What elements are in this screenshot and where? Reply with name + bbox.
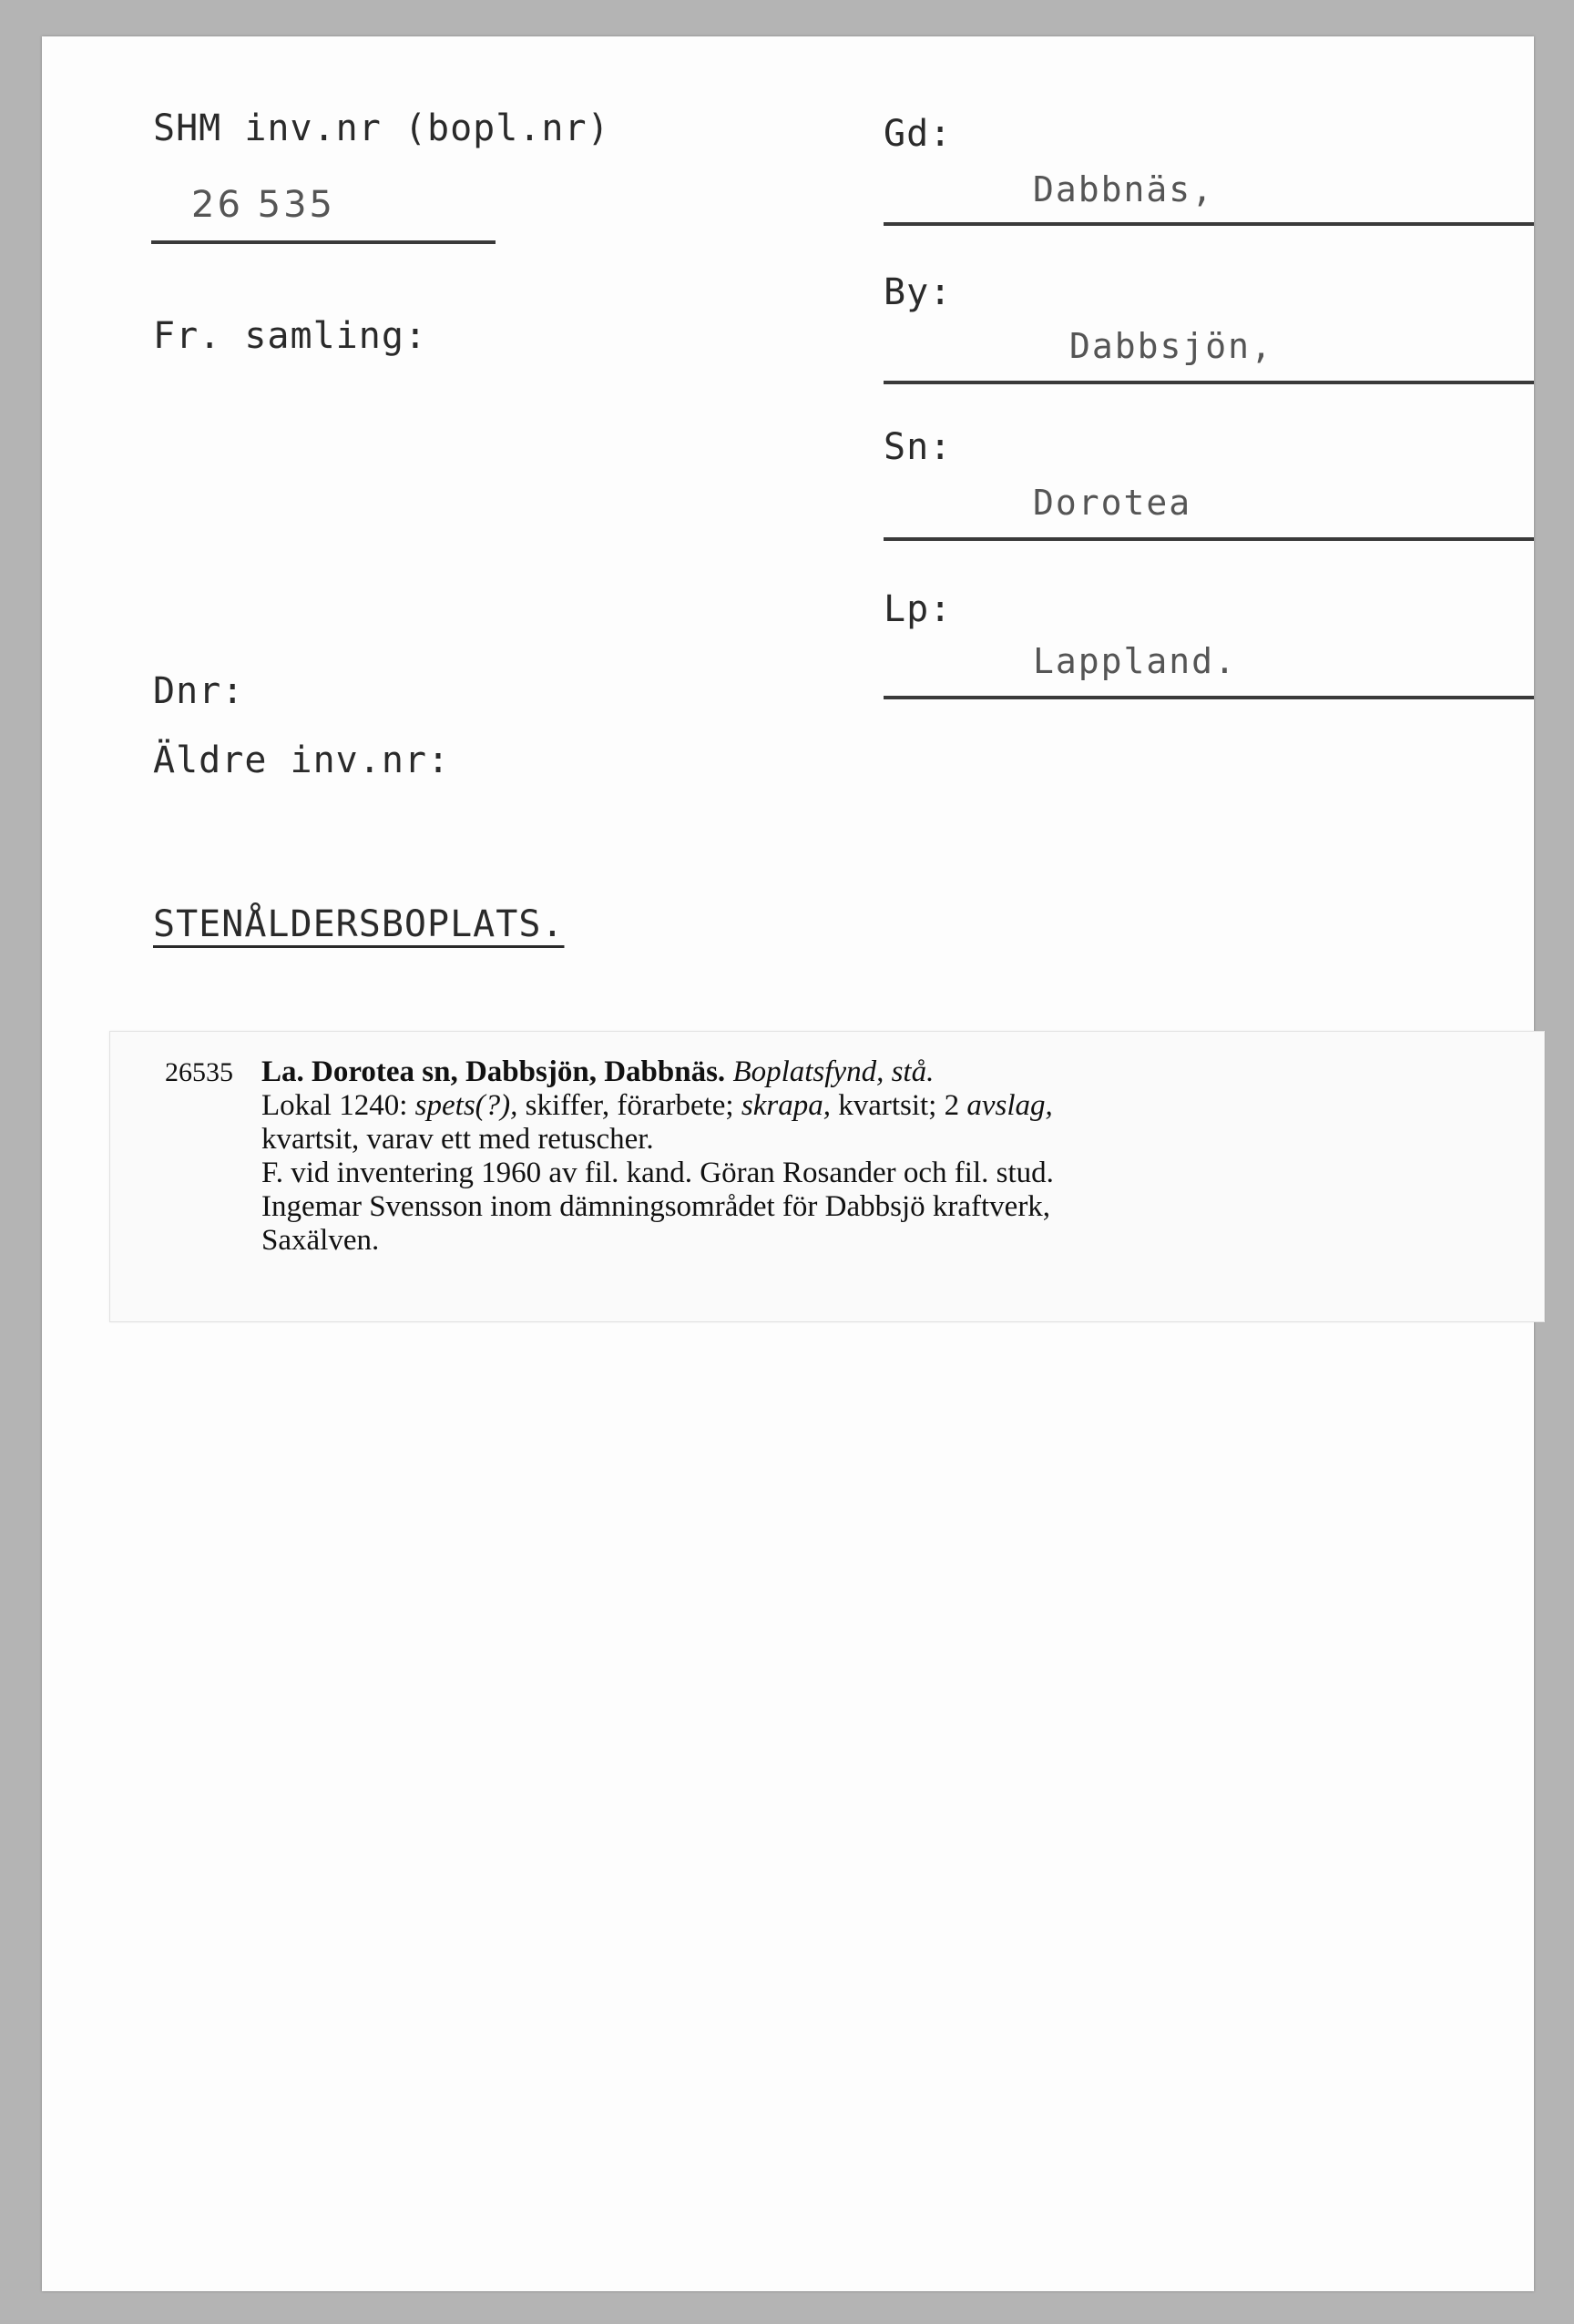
slip-line-2-spets: spets(?), bbox=[414, 1089, 518, 1122]
aldre-inv-label: Äldre inv.nr: bbox=[153, 739, 451, 781]
lp-rule bbox=[884, 696, 1534, 699]
catalogue-slip bbox=[109, 1031, 1545, 1322]
slip-line-5: Ingemar Svensson inom dämningsområdet för Dabbsjö kraftverk, bbox=[261, 1190, 1051, 1223]
inv-nr-value: 26 535 bbox=[191, 184, 335, 226]
slip-line-4: F. vid inventering 1960 av fil. kand. Göran Rosander och fil. stud. bbox=[261, 1157, 1054, 1189]
sn-value: Dorotea bbox=[1033, 483, 1192, 523]
sn-rule bbox=[884, 537, 1534, 541]
sn-label: Sn: bbox=[884, 426, 953, 468]
slip-line-3: kvartsit, varav ett med retuscher. bbox=[261, 1123, 654, 1156]
inv-nr-label: SHM inv.nr (bopl.nr) bbox=[153, 107, 610, 149]
slip-number: 26535 bbox=[165, 1057, 233, 1087]
gd-value: Dabbnäs, bbox=[1033, 169, 1215, 209]
site-heading: STENÅLDERSBOPLATS. bbox=[153, 903, 565, 945]
by-value: Dabbsjön, bbox=[1069, 326, 1273, 366]
gd-label: Gd: bbox=[884, 113, 953, 155]
slip-line-2 bbox=[261, 1089, 1285, 1123]
dnr-label: Dnr: bbox=[153, 670, 245, 712]
inv-nr-rule bbox=[151, 240, 496, 244]
slip-line-2-skrapa: skrapa, bbox=[741, 1089, 831, 1122]
slip-title-bold: La. Dorotea sn, Dabbsjön, Dabbnäs. bbox=[261, 1055, 726, 1088]
slip-text bbox=[165, 1055, 1285, 1258]
catalog-card bbox=[42, 36, 1534, 2291]
slip-title-italic: Boplatsfynd, stå. bbox=[732, 1055, 935, 1088]
by-rule bbox=[884, 381, 1534, 384]
fr-samling-label: Fr. samling: bbox=[153, 315, 427, 357]
lp-value: Lappland. bbox=[1033, 641, 1237, 681]
by-label: By: bbox=[884, 271, 953, 313]
slip-line-2-pre: Lokal 1240: bbox=[261, 1089, 415, 1122]
slip-body bbox=[261, 1055, 1285, 1258]
gd-rule bbox=[884, 222, 1534, 226]
slip-line-2-mid2: kvartsit; 2 bbox=[830, 1089, 967, 1122]
slip-line-2-mid1: skiffer, förarbete; bbox=[517, 1089, 741, 1122]
slip-line-2-avslag: avslag, bbox=[966, 1089, 1053, 1122]
slip-line-1 bbox=[261, 1055, 1285, 1089]
slip-line-6: Saxälven. bbox=[261, 1224, 380, 1257]
lp-label: Lp: bbox=[884, 588, 953, 630]
